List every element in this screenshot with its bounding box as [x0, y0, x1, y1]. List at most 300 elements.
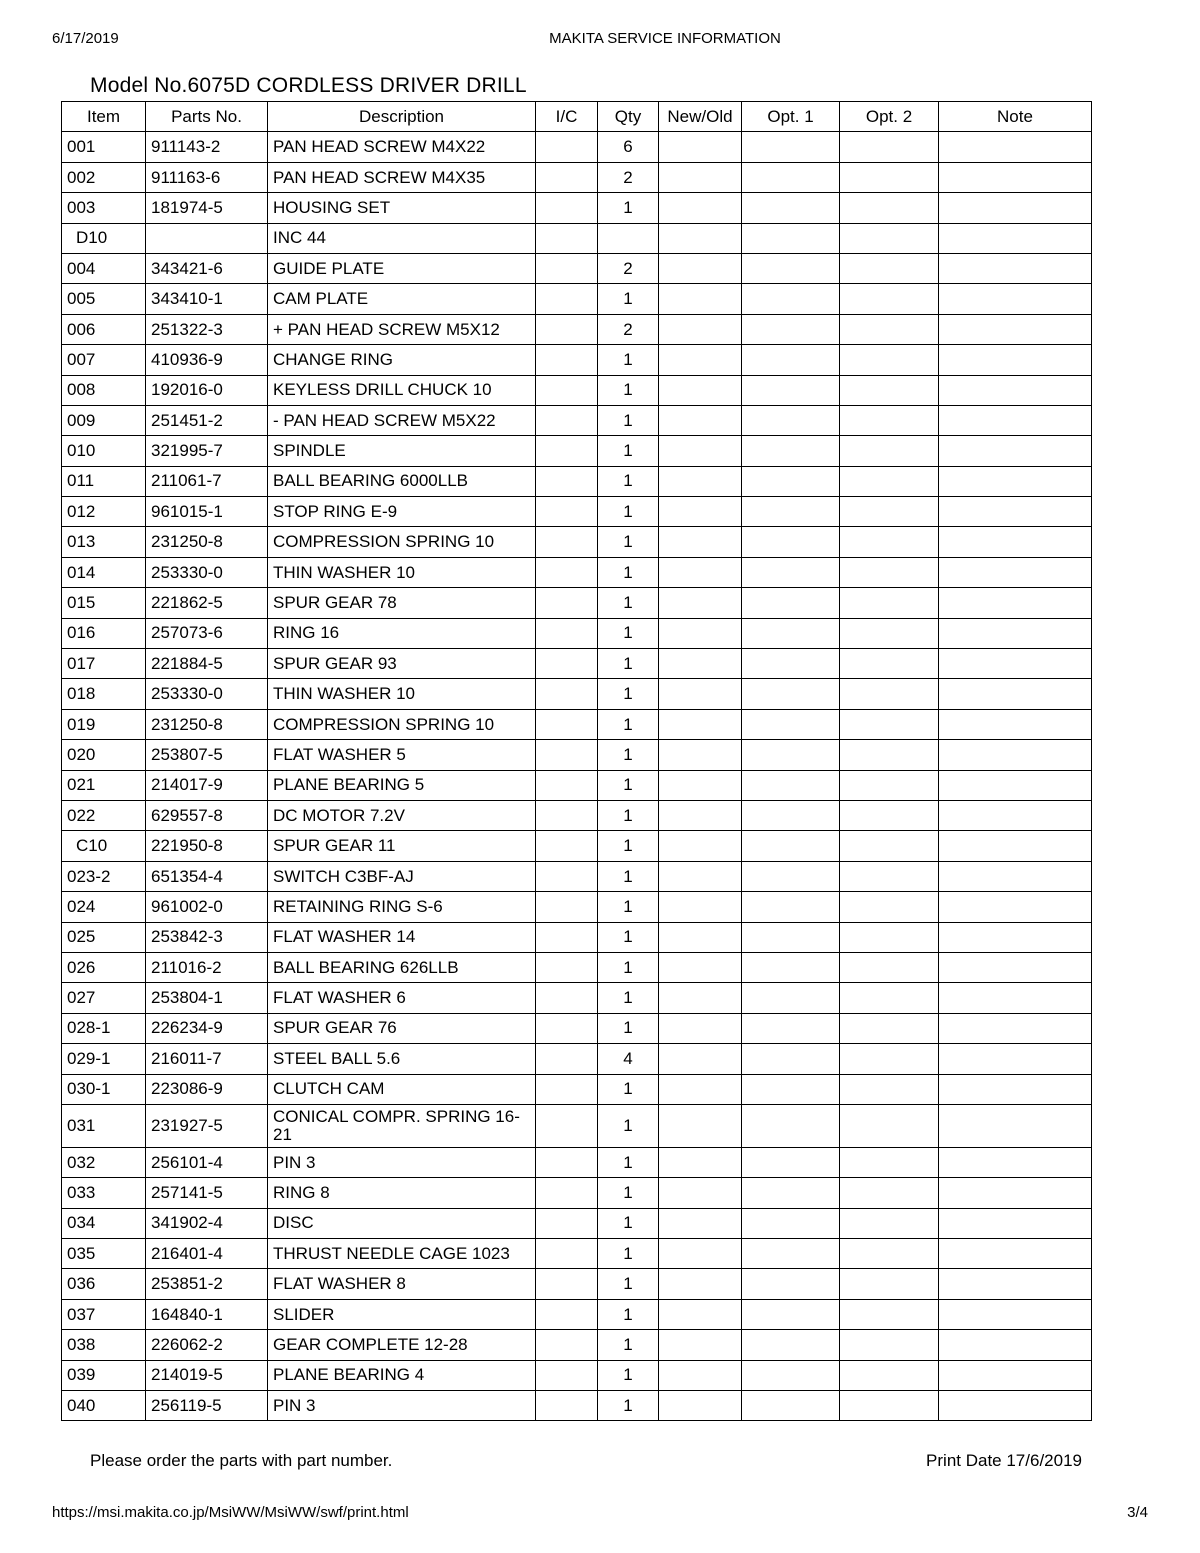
table-row — [62, 1330, 1092, 1360]
opt-1-cell — [742, 162, 840, 192]
new-old-cell — [659, 345, 742, 375]
description-cell: THRUST NEEDLE CAGE 1023 — [268, 1239, 536, 1269]
ic-cell — [536, 861, 598, 891]
ic-cell — [536, 345, 598, 375]
description-cell: PLANE BEARING 5 — [268, 770, 536, 800]
item-cell: 022 — [62, 800, 146, 830]
ic-cell — [536, 497, 598, 527]
ic-cell — [536, 1104, 598, 1147]
item-cell: D10 — [62, 223, 146, 253]
description-cell: PAN HEAD SCREW M4X22 — [268, 132, 536, 162]
qty-cell: 1 — [598, 800, 659, 830]
opt-1-cell — [742, 223, 840, 253]
new-old-cell — [659, 466, 742, 496]
parts-no-cell: 181974-5 — [146, 193, 268, 223]
parts-no-cell: 211016-2 — [146, 952, 268, 982]
new-old-cell — [659, 1147, 742, 1177]
item-cell: 032 — [62, 1147, 146, 1177]
table-row — [62, 1239, 1092, 1269]
opt-1-cell — [742, 1299, 840, 1329]
table-row — [62, 649, 1092, 679]
parts-no-cell: 221950-8 — [146, 831, 268, 861]
parts-no-cell: 961002-0 — [146, 892, 268, 922]
table-row — [62, 436, 1092, 466]
opt-1-cell — [742, 1074, 840, 1104]
print-footer-url: https://msi.makita.co.jp/MsiWW/MsiWW/swf/print.html — [52, 1504, 409, 1521]
opt-1-cell — [742, 1239, 840, 1269]
new-old-cell — [659, 1104, 742, 1147]
note-cell — [939, 557, 1092, 587]
description-cell: RING 8 — [268, 1178, 536, 1208]
parts-no-cell: 231250-8 — [146, 527, 268, 557]
ic-cell — [536, 831, 598, 861]
opt-2-cell — [840, 436, 939, 466]
note-cell — [939, 132, 1092, 162]
description-cell: CONICAL COMPR. SPRING 16-21 — [268, 1104, 536, 1147]
table-row — [62, 618, 1092, 648]
description-cell: SPUR GEAR 11 — [268, 831, 536, 861]
new-old-cell — [659, 1269, 742, 1299]
new-old-cell — [659, 1330, 742, 1360]
table-row — [62, 223, 1092, 253]
ic-cell — [536, 922, 598, 952]
note-cell — [939, 679, 1092, 709]
new-old-cell — [659, 375, 742, 405]
ic-cell — [536, 770, 598, 800]
new-old-cell — [659, 922, 742, 952]
parts-no-cell: 253330-0 — [146, 679, 268, 709]
opt-2-cell — [840, 1178, 939, 1208]
description-cell: GEAR COMPLETE 12-28 — [268, 1330, 536, 1360]
description-cell: RETAINING RING S-6 — [268, 892, 536, 922]
parts-table-header — [62, 102, 1092, 132]
new-old-cell — [659, 1074, 742, 1104]
new-old-cell — [659, 1360, 742, 1390]
new-old-cell — [659, 892, 742, 922]
opt-1-cell — [742, 193, 840, 223]
parts-no-cell: 257141-5 — [146, 1178, 268, 1208]
qty-cell: 2 — [598, 314, 659, 344]
opt-2-cell — [840, 345, 939, 375]
opt-2-cell — [840, 466, 939, 496]
table-row — [62, 284, 1092, 314]
new-old-cell — [659, 831, 742, 861]
parts-no-cell: 192016-0 — [146, 375, 268, 405]
print-header-title: MAKITA SERVICE INFORMATION — [549, 30, 781, 47]
item-cell: 008 — [62, 375, 146, 405]
note-cell — [939, 1044, 1092, 1074]
table-row — [62, 861, 1092, 891]
opt-1-cell — [742, 1013, 840, 1043]
new-old-cell — [659, 1208, 742, 1238]
opt-1-cell — [742, 1269, 840, 1299]
opt-2-cell — [840, 193, 939, 223]
column-header-description: Description — [268, 102, 536, 132]
table-row — [62, 375, 1092, 405]
opt-1-cell — [742, 375, 840, 405]
opt-1-cell — [742, 618, 840, 648]
opt-1-cell — [742, 284, 840, 314]
description-cell: FLAT WASHER 5 — [268, 740, 536, 770]
item-cell: 016 — [62, 618, 146, 648]
item-cell: 023-2 — [62, 861, 146, 891]
note-cell — [939, 1299, 1092, 1329]
item-cell: 013 — [62, 527, 146, 557]
item-cell: 019 — [62, 709, 146, 739]
opt-2-cell — [840, 284, 939, 314]
table-row — [62, 1360, 1092, 1390]
item-cell: 014 — [62, 557, 146, 587]
ic-cell — [536, 740, 598, 770]
opt-1-cell — [742, 466, 840, 496]
ic-cell — [536, 588, 598, 618]
note-cell — [939, 375, 1092, 405]
description-cell: THIN WASHER 10 — [268, 679, 536, 709]
item-cell: 004 — [62, 253, 146, 283]
description-cell: SWITCH C3BF-AJ — [268, 861, 536, 891]
ic-cell — [536, 1178, 598, 1208]
note-cell — [939, 436, 1092, 466]
table-row — [62, 314, 1092, 344]
qty-cell: 1 — [598, 1147, 659, 1177]
item-cell: 034 — [62, 1208, 146, 1238]
note-cell — [939, 466, 1092, 496]
opt-2-cell — [840, 527, 939, 557]
ic-cell — [536, 1360, 598, 1390]
qty-cell: 1 — [598, 770, 659, 800]
note-cell — [939, 831, 1092, 861]
note-cell — [939, 892, 1092, 922]
opt-1-cell — [742, 952, 840, 982]
note-cell — [939, 740, 1092, 770]
item-cell: 007 — [62, 345, 146, 375]
new-old-cell — [659, 618, 742, 648]
new-old-cell — [659, 770, 742, 800]
column-header-parts-no: Parts No. — [146, 102, 268, 132]
new-old-cell — [659, 527, 742, 557]
note-cell — [939, 770, 1092, 800]
table-row — [62, 253, 1092, 283]
opt-2-cell — [840, 1044, 939, 1074]
description-cell: BALL BEARING 626LLB — [268, 952, 536, 982]
table-row — [62, 345, 1092, 375]
opt-2-cell — [840, 132, 939, 162]
note-cell — [939, 1147, 1092, 1177]
ic-cell — [536, 284, 598, 314]
parts-no-cell: 253807-5 — [146, 740, 268, 770]
opt-2-cell — [840, 679, 939, 709]
parts-no-cell: 343421-6 — [146, 253, 268, 283]
opt-1-cell — [742, 345, 840, 375]
parts-no-cell: 164840-1 — [146, 1299, 268, 1329]
description-cell: PLANE BEARING 4 — [268, 1360, 536, 1390]
new-old-cell — [659, 162, 742, 192]
description-cell: FLAT WASHER 14 — [268, 922, 536, 952]
new-old-cell — [659, 709, 742, 739]
parts-no-cell: 231927-5 — [146, 1104, 268, 1147]
note-cell — [939, 405, 1092, 435]
note-cell — [939, 1104, 1092, 1147]
ic-cell — [536, 132, 598, 162]
new-old-cell — [659, 1044, 742, 1074]
model-title: Model No.6075D CORDLESS DRIVER DRILL — [90, 74, 527, 97]
qty-cell: 1 — [598, 709, 659, 739]
table-row — [62, 193, 1092, 223]
opt-2-cell — [840, 557, 939, 587]
ic-cell — [536, 162, 598, 192]
opt-2-cell — [840, 952, 939, 982]
table-row — [62, 1269, 1092, 1299]
qty-cell: 1 — [598, 1330, 659, 1360]
qty-cell: 1 — [598, 892, 659, 922]
description-cell: FLAT WASHER 8 — [268, 1269, 536, 1299]
opt-1-cell — [742, 1360, 840, 1390]
new-old-cell — [659, 588, 742, 618]
note-cell — [939, 922, 1092, 952]
note-cell — [939, 649, 1092, 679]
note-cell — [939, 1360, 1092, 1390]
opt-2-cell — [840, 1391, 939, 1421]
note-cell — [939, 284, 1092, 314]
print-header — [52, 30, 1148, 50]
table-row — [62, 952, 1092, 982]
ic-cell — [536, 800, 598, 830]
opt-2-cell — [840, 922, 939, 952]
new-old-cell — [659, 952, 742, 982]
new-old-cell — [659, 861, 742, 891]
opt-1-cell — [742, 740, 840, 770]
note-cell — [939, 1074, 1092, 1104]
opt-2-cell — [840, 223, 939, 253]
new-old-cell — [659, 497, 742, 527]
opt-2-cell — [840, 1239, 939, 1269]
new-old-cell — [659, 800, 742, 830]
note-cell — [939, 193, 1092, 223]
opt-2-cell — [840, 618, 939, 648]
qty-cell: 1 — [598, 1208, 659, 1238]
parts-no-cell: 221862-5 — [146, 588, 268, 618]
description-cell: DISC — [268, 1208, 536, 1238]
item-cell: 001 — [62, 132, 146, 162]
ic-cell — [536, 557, 598, 587]
item-cell: 038 — [62, 1330, 146, 1360]
qty-cell: 2 — [598, 162, 659, 192]
opt-2-cell — [840, 770, 939, 800]
note-cell — [939, 952, 1092, 982]
table-row — [62, 132, 1092, 162]
opt-2-cell — [840, 892, 939, 922]
description-cell: THIN WASHER 10 — [268, 557, 536, 587]
item-cell: 025 — [62, 922, 146, 952]
opt-2-cell — [840, 1360, 939, 1390]
note-cell — [939, 1178, 1092, 1208]
opt-2-cell — [840, 1013, 939, 1043]
item-cell: 024 — [62, 892, 146, 922]
qty-cell: 1 — [598, 436, 659, 466]
description-cell: - PAN HEAD SCREW M5X22 — [268, 405, 536, 435]
item-cell: 009 — [62, 405, 146, 435]
opt-2-cell — [840, 314, 939, 344]
qty-cell: 1 — [598, 679, 659, 709]
note-cell — [939, 1330, 1092, 1360]
description-cell: COMPRESSION SPRING 10 — [268, 527, 536, 557]
opt-1-cell — [742, 497, 840, 527]
description-cell: SPUR GEAR 76 — [268, 1013, 536, 1043]
ic-cell — [536, 1074, 598, 1104]
new-old-cell — [659, 1299, 742, 1329]
item-cell: 040 — [62, 1391, 146, 1421]
parts-no-cell: 216401-4 — [146, 1239, 268, 1269]
ic-cell — [536, 375, 598, 405]
opt-2-cell — [840, 1299, 939, 1329]
note-cell — [939, 1239, 1092, 1269]
parts-no-cell: 251451-2 — [146, 405, 268, 435]
qty-cell: 1 — [598, 1239, 659, 1269]
new-old-cell — [659, 284, 742, 314]
table-row — [62, 922, 1092, 952]
table-row — [62, 800, 1092, 830]
opt-1-cell — [742, 132, 840, 162]
opt-1-cell — [742, 800, 840, 830]
qty-cell: 1 — [598, 861, 659, 891]
parts-no-cell: 911163-6 — [146, 162, 268, 192]
parts-no-cell: 231250-8 — [146, 709, 268, 739]
ic-cell — [536, 1269, 598, 1299]
ic-cell — [536, 892, 598, 922]
parts-no-cell: 214017-9 — [146, 770, 268, 800]
new-old-cell — [659, 1178, 742, 1208]
opt-2-cell — [840, 375, 939, 405]
description-cell: RING 16 — [268, 618, 536, 648]
opt-2-cell — [840, 800, 939, 830]
new-old-cell — [659, 679, 742, 709]
column-header-note: Note — [939, 102, 1092, 132]
table-row — [62, 466, 1092, 496]
description-cell: PIN 3 — [268, 1147, 536, 1177]
parts-no-cell: 226062-2 — [146, 1330, 268, 1360]
table-row — [62, 1391, 1092, 1421]
new-old-cell — [659, 314, 742, 344]
table-row — [62, 770, 1092, 800]
opt-1-cell — [742, 405, 840, 435]
table-row — [62, 1208, 1092, 1238]
qty-cell: 1 — [598, 557, 659, 587]
item-cell: C10 — [62, 831, 146, 861]
note-cell — [939, 618, 1092, 648]
opt-2-cell — [840, 1330, 939, 1360]
item-cell: 035 — [62, 1239, 146, 1269]
parts-no-cell: 251322-3 — [146, 314, 268, 344]
new-old-cell — [659, 740, 742, 770]
opt-1-cell — [742, 314, 840, 344]
parts-no-cell: 214019-5 — [146, 1360, 268, 1390]
parts-table — [61, 101, 1092, 1421]
note-cell — [939, 162, 1092, 192]
item-cell: 026 — [62, 952, 146, 982]
qty-cell: 1 — [598, 1178, 659, 1208]
opt-1-cell — [742, 831, 840, 861]
description-cell: STOP RING E-9 — [268, 497, 536, 527]
table-row — [62, 405, 1092, 435]
description-cell: KEYLESS DRILL CHUCK 10 — [268, 375, 536, 405]
parts-no-cell: 256101-4 — [146, 1147, 268, 1177]
qty-cell — [598, 223, 659, 253]
qty-cell: 1 — [598, 1074, 659, 1104]
opt-2-cell — [840, 709, 939, 739]
new-old-cell — [659, 983, 742, 1013]
description-cell: STEEL BALL 5.6 — [268, 1044, 536, 1074]
new-old-cell — [659, 132, 742, 162]
opt-1-cell — [742, 1104, 840, 1147]
description-cell: SPINDLE — [268, 436, 536, 466]
item-cell: 006 — [62, 314, 146, 344]
new-old-cell — [659, 193, 742, 223]
ic-cell — [536, 436, 598, 466]
note-cell — [939, 588, 1092, 618]
parts-no-cell: 911143-2 — [146, 132, 268, 162]
item-cell: 037 — [62, 1299, 146, 1329]
ic-cell — [536, 983, 598, 1013]
description-cell: CHANGE RING — [268, 345, 536, 375]
parts-no-cell: 253330-0 — [146, 557, 268, 587]
opt-1-cell — [742, 436, 840, 466]
qty-cell: 1 — [598, 1013, 659, 1043]
qty-cell: 1 — [598, 1269, 659, 1299]
opt-2-cell — [840, 1269, 939, 1299]
parts-no-cell: 343410-1 — [146, 284, 268, 314]
qty-cell: 6 — [598, 132, 659, 162]
note-cell — [939, 253, 1092, 283]
qty-cell: 1 — [598, 497, 659, 527]
opt-2-cell — [840, 1208, 939, 1238]
opt-1-cell — [742, 1208, 840, 1238]
parts-no-cell: 256119-5 — [146, 1391, 268, 1421]
item-cell: 012 — [62, 497, 146, 527]
column-header-new-old: New/Old — [659, 102, 742, 132]
qty-cell: 1 — [598, 527, 659, 557]
new-old-cell — [659, 1013, 742, 1043]
table-row — [62, 1178, 1092, 1208]
column-header-qty: Qty — [598, 102, 659, 132]
item-cell: 018 — [62, 679, 146, 709]
item-cell: 021 — [62, 770, 146, 800]
description-cell: SPUR GEAR 78 — [268, 588, 536, 618]
opt-2-cell — [840, 162, 939, 192]
parts-no-cell: 211061-7 — [146, 466, 268, 496]
qty-cell: 1 — [598, 1391, 659, 1421]
ic-cell — [536, 527, 598, 557]
parts-no-cell: 216011-7 — [146, 1044, 268, 1074]
qty-cell: 1 — [598, 922, 659, 952]
opt-1-cell — [742, 679, 840, 709]
description-cell: SPUR GEAR 93 — [268, 649, 536, 679]
parts-no-cell: 226234-9 — [146, 1013, 268, 1043]
item-cell: 005 — [62, 284, 146, 314]
table-row — [62, 1074, 1092, 1104]
opt-1-cell — [742, 1178, 840, 1208]
table-row — [62, 740, 1092, 770]
table-row — [62, 1299, 1092, 1329]
parts-no-cell: 221884-5 — [146, 649, 268, 679]
opt-1-cell — [742, 861, 840, 891]
item-cell: 031 — [62, 1104, 146, 1147]
new-old-cell — [659, 1239, 742, 1269]
table-row — [62, 1104, 1092, 1147]
description-cell: GUIDE PLATE — [268, 253, 536, 283]
new-old-cell — [659, 436, 742, 466]
ic-cell — [536, 952, 598, 982]
note-cell — [939, 1269, 1092, 1299]
